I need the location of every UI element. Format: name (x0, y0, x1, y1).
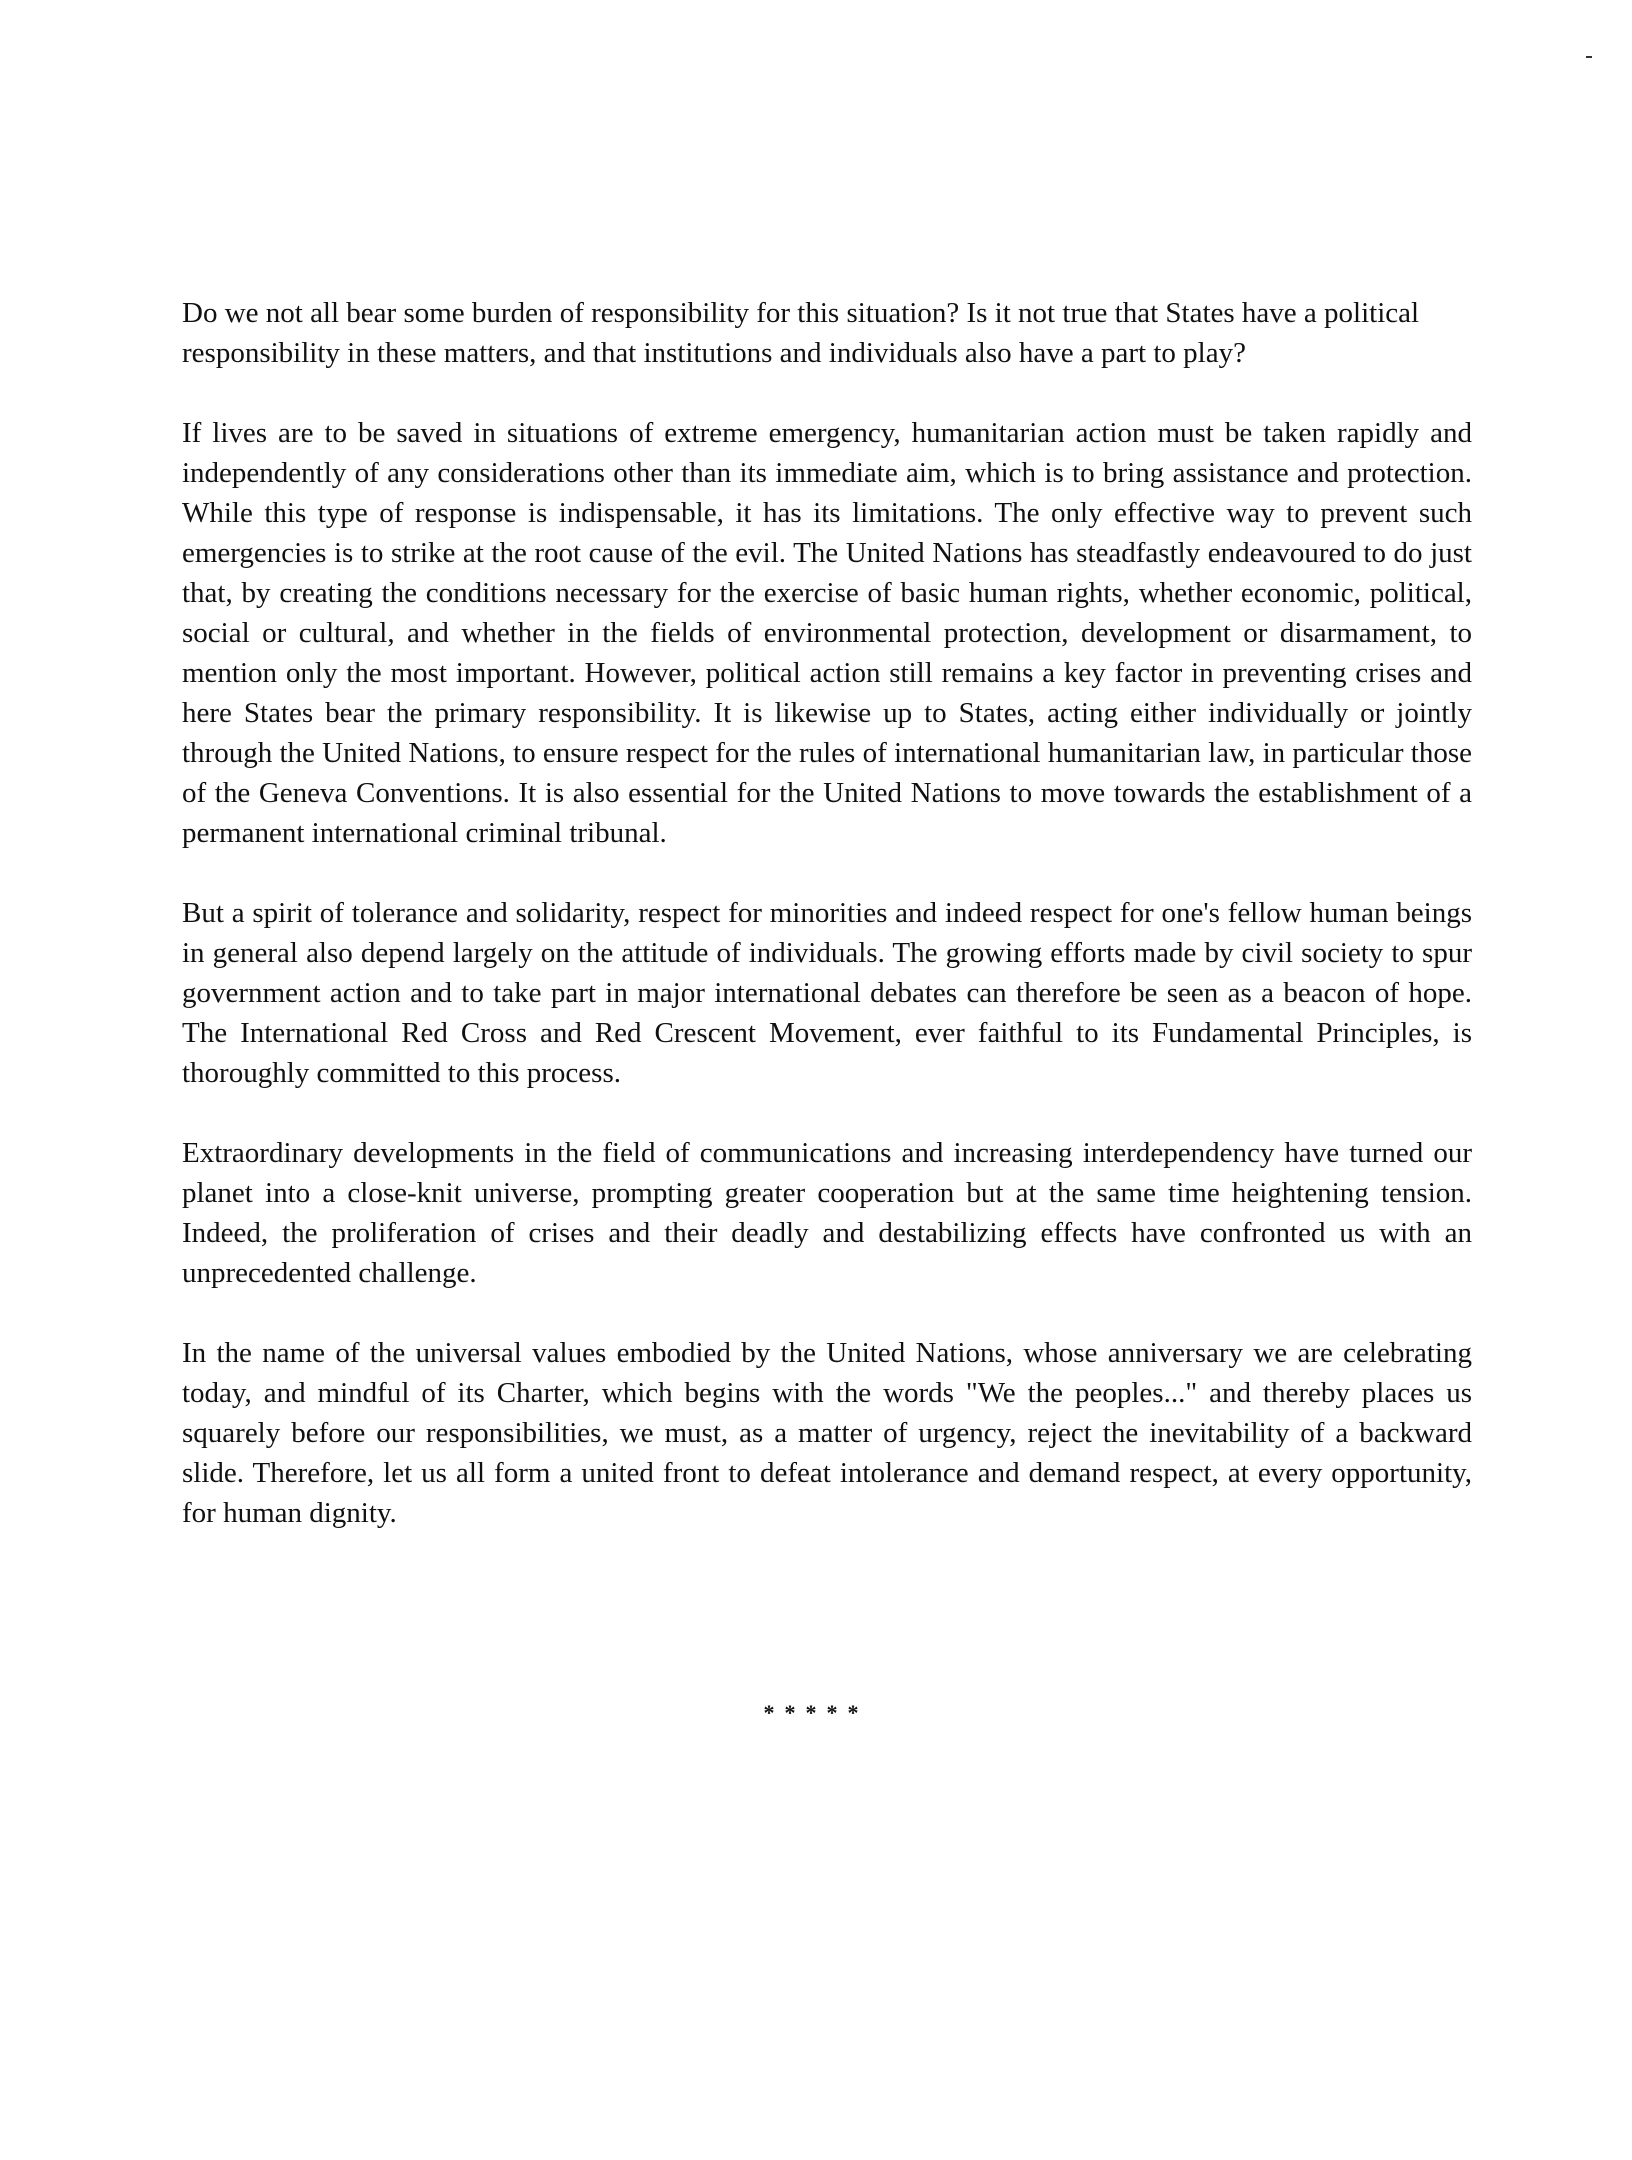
paragraph-humanitarian-action: If lives are to be saved in situations of extreme emergency, humanitarian action must be taken rapidly and independently of any considerations other than its immediate aim, which is to bring assistance and protection. While this type of response is indispensable, it has its limitations. The only effective way to prevent such emergencies is to strike at the root cause of the evil. The United Nations has steadfastly endeavoured to do just that, by creating the conditions necessary for the exercise of basic human rights, whether economic, political, social or cultural, and whether in the fields of environmental protection, development or disarmament, to mention only the most important. However, political action still remains a key factor in preventing crises and here States bear the primary responsibility. It is likewise up to States, acting either individually or jointly through the United Nations, to ensure respect for the rules of international humanitarian law, in particular those of the Geneva Conventions. It is also essential for the United Nations to move towards the establishment of a permanent international criminal tribunal. (182, 417, 1472, 849)
document-body (182, 293, 1472, 1573)
paragraph-responsibility: Do we not all bear some burden of responsibility for this situation? Is it not true that States have a political responsibility in these matters, and that institutions and individuals also have a part to play? (182, 297, 1420, 369)
end-marker: ***** (763, 1700, 869, 1725)
scan-mark (1586, 56, 1592, 58)
paragraph-tolerance: But a spirit of tolerance and solidarity, respect for minorities and indeed respect for one's fellow human beings in general also depend largely on the attitude of individuals. The growing efforts made by civil society to spur government action and to take part in major international debates can therefore be seen as a beacon of hope. The International Red Cross and Red Crescent Movement, ever faithful to its Fundamental Principles, is thoroughly committed to this process. (182, 897, 1472, 1089)
paragraph-communications: Extraordinary developments in the field of communications and increasing interdependency have turned our planet into a close-knit universe, prompting greater cooperation but at the same time heightening tension. Indeed, the proliferation of crises and their deadly and destabilizing effects have confronted us with an unprecedented challenge. (182, 1137, 1472, 1289)
paragraph-universal-values: In the name of the universal values embodied by the United Nations, whose anniversary we are celebrating today, and mindful of its Charter, which begins with the words "We the peoples..." and thereby places us squarely before our responsibilities, we must, as a matter of urgency, reject the inevitability of a backward slide. Therefore, let us all form a united front to defeat intolerance and demand respect, at every opportunity, for human dignity. (182, 1337, 1472, 1529)
